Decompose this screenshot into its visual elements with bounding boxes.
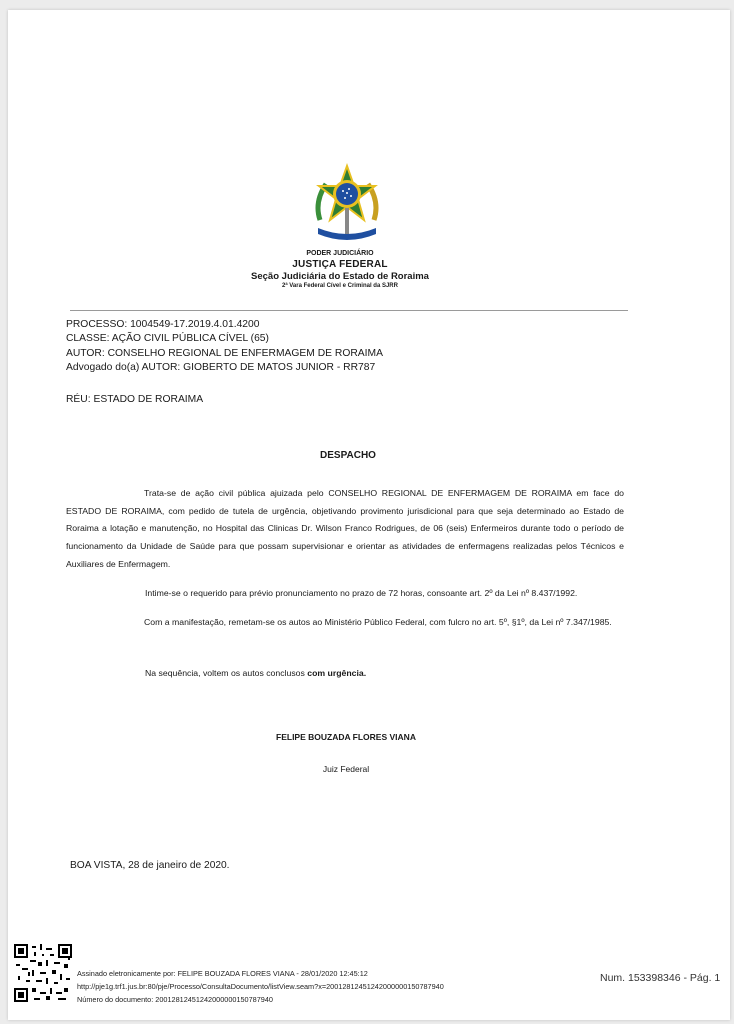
header-justica-federal: JUSTIÇA FEDERAL	[292, 259, 388, 270]
paragraph-2: Intime-se o requerido para prévio pronunciamento no prazo de 72 horas, consoante art. 2º da Lei nº 8.437/1992.	[145, 588, 578, 598]
header-vara: 2ª Vara Federal Cível e Criminal da SJRR	[282, 283, 398, 289]
paragraph-4-emphasis: com urgência.	[307, 668, 367, 678]
brazil-coat-of-arms-icon	[312, 162, 382, 246]
case-processo: PROCESSO: 1004549-17.2019.4.01.4200	[66, 319, 260, 330]
case-advogado: Advogado do(a) AUTOR: GIOBERTO DE MATOS JUNIOR - RR787	[66, 362, 376, 373]
signer-name: FELIPE BOUZADA FLORES VIANA	[276, 732, 416, 742]
paragraph-1	[66, 485, 624, 574]
case-classe: CLASSE: AÇÃO CIVIL PÚBLICA CÍVEL (65)	[66, 333, 269, 344]
case-autor: AUTOR: CONSELHO REGIONAL DE ENFERMAGEM DE RORAIMA	[66, 348, 383, 359]
page-number: Num. 153398346 - Pág. 1	[600, 972, 721, 984]
paragraph-3	[66, 614, 624, 632]
header-divider	[70, 310, 628, 311]
signer-role: Juiz Federal	[322, 764, 370, 774]
paragraph-3-text: Com a manifestação, remetam-se os autos ao Ministério Público Federal, com fulcro no art. 5º, §1º, da Lei nº 7.347/1985.	[144, 617, 612, 627]
qr-code-icon	[14, 944, 72, 1002]
paragraph-1-text: Trata-se de ação civil pública ajuizada pelo CONSELHO REGIONAL DE ENFERMAGEM DE RORAIMA em face do ESTADO DE RORAIMA, com pedido de tutela de urgência, objetivando provimento jurisdicional para que seja determinado ao Estado de Roraima a lotação e manutenção, no Hospital das Clinicas Dr. Wilson Franco Rodrigues, de 06 (seis) Enfermeiros durante todo o período de funcionamento da Unidade de Saúde para que possam supervisionar e orientar as atividades de enfermagens realizadas pelos Técnicos e Auxiliares de Enfermagem.	[66, 488, 624, 569]
document-title: DESPACHO	[320, 450, 376, 461]
case-reu: RÉU: ESTADO DE RORAIMA	[66, 394, 204, 405]
footer-signature: Assinado eletronicamente por: FELIPE BOUZADA FLORES VIANA - 28/01/2020 12:45:12	[77, 969, 368, 978]
footer-document-number: Número do documento: 20012812451242000000150787940	[77, 995, 273, 1004]
paragraph-4	[145, 668, 366, 678]
header-poder-judiciario: PODER JUDICIÁRIO	[306, 250, 374, 257]
header-secao-judiciaria: Seção Judiciária do Estado de Roraima	[251, 271, 429, 282]
document-page	[8, 10, 730, 1020]
paragraph-4-text: Na sequência, voltem os autos conclusos	[145, 668, 308, 678]
footer-url[interactable]: http://pje1g.trf1.jus.br:80/pje/Processo/ConsultaDocumento/listView.seam?x=20012812451242000000150787940	[77, 982, 444, 991]
document-date: BOA VISTA, 28 de janeiro de 2020.	[70, 860, 230, 871]
